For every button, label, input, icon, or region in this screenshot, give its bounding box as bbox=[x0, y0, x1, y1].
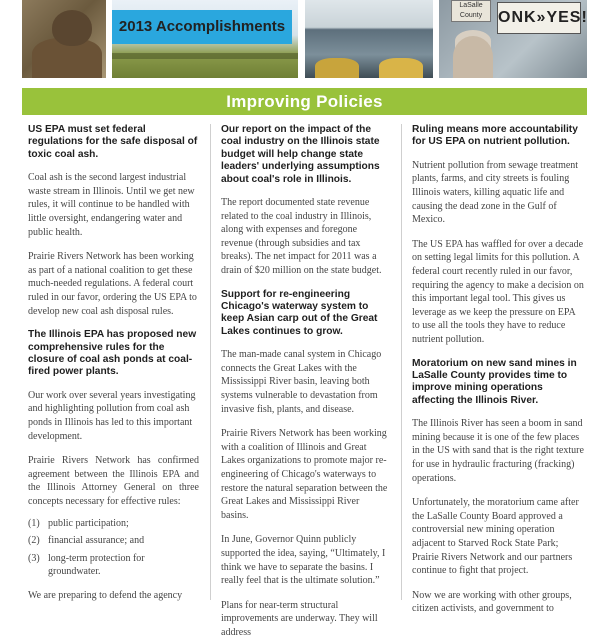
list-item bbox=[28, 517, 199, 531]
article-paragraph: Prairie Rivers Network has been working as part of a national coalition to get these much-needed regulations. A federal court ruled in our favor, ordering the US EPA to develop new coal ash disposal rules. bbox=[28, 251, 197, 317]
accomplishments-banner: 2013 Accomplishments bbox=[112, 10, 292, 44]
article-paragraph: Plans for near-term structural improvements are underway. They will address bbox=[221, 599, 378, 638]
article-paragraph: We are preparing to defend the agency bbox=[28, 589, 183, 601]
column-left bbox=[28, 124, 199, 600]
article-heading: The Illinois EPA has proposed new comprehensive rules for the closure of coal ash ponds at coal-fired power plants. bbox=[28, 329, 197, 378]
article-paragraph: Prairie Rivers Network has confirmed agreement between the Illinois EPA and the Illinois Attorney General on three concepts necessary for effective rules: bbox=[28, 455, 199, 507]
list-item bbox=[28, 534, 199, 548]
list-item-text: financial assurance; and bbox=[48, 535, 145, 547]
article-paragraph: Nutrient pollution from sewage treatment plants, farms, and city streets is fouling Illinois waters, killing aquatic life and causing the dead zone in the Gulf of Mexico. bbox=[412, 159, 579, 226]
article-paragraph: Our work over several years investigating and highlighting pollution from coal ash ponds in Illinois has led to this important development. bbox=[28, 389, 196, 442]
rally-small-sign: LaSalle County bbox=[451, 0, 491, 22]
photo-strip bbox=[0, 0, 600, 82]
article-heading: Support for re-engineering Chicago's waterway system to keep Asian carp out of the Great Lakes continues to grow. bbox=[221, 288, 378, 337]
article-paragraph: The man-made canal system in Chicago connects the Great Lakes with the Mississippi River basin, leaving both systems vulnerable to devastation from invasive fish, plants, and disease. bbox=[221, 349, 382, 415]
column-right bbox=[412, 124, 584, 615]
article-paragraph: Unfortunately, the moratorium came after the LaSalle County Board approved a controversial new mining operation adjacent to Starved Rock State Park; Prairie Rivers Network and our partners continue to fight that project. bbox=[412, 497, 579, 577]
column-divider bbox=[401, 124, 402, 600]
article-paragraph: The report documented state revenue related to the coal industry in Illinois, along with expenses and foregone revenue (through subsidies and tax breaks). The net impact for 2011 was a drain of $20 million on the state budget. bbox=[221, 197, 382, 276]
article-heading: Our report on the impact of the coal industry on the Illinois state budget will help change state leaders' underlying assumptions about coal's role in Illinois. bbox=[221, 124, 380, 185]
rally-photo bbox=[439, 0, 587, 78]
article-paragraph: The Illinois River has seen a boom in sand mining because it is one of the few places in the US with sand that is the right texture for use in hydraulic fracturing (fracking) operations. bbox=[412, 418, 584, 484]
protester-shape bbox=[453, 36, 493, 78]
list-number: (1) bbox=[28, 517, 40, 529]
treeline-shape bbox=[112, 53, 298, 59]
article-paragraph: Prairie Rivers Network has been working with a coalition of Illinois and Great Lakes organizations to promote major re-engineering of Chicago's waterways to restore the natural separation between the Great Lakes and Mississippi River basins. bbox=[221, 428, 388, 521]
column-divider bbox=[210, 124, 211, 600]
column-middle bbox=[221, 124, 389, 638]
otter-photo bbox=[22, 0, 106, 78]
list-number: (3) bbox=[28, 552, 40, 564]
list-item-text: public participation; bbox=[48, 517, 129, 529]
article-paragraph: In June, Governor Quinn publicly supported the idea, saying, “Ultimately, I think we have to separate the basins. I really feel that is the ultimate solution.” bbox=[221, 534, 386, 587]
kayak-shape bbox=[315, 58, 359, 78]
article-heading: Moratorium on new sand mines in LaSalle County provides time to improve mining operations affecting the Illinois River. bbox=[412, 357, 577, 406]
list-item-text: long-term protection for groundwater. bbox=[48, 552, 145, 578]
prairie-photo bbox=[112, 0, 298, 78]
rally-sign: ONK»YES! bbox=[497, 2, 581, 34]
section-title: Improving Policies bbox=[22, 88, 587, 115]
numbered-list bbox=[28, 517, 199, 579]
river-kayak-photo bbox=[305, 0, 433, 78]
otter-head-shape bbox=[52, 10, 92, 46]
list-number: (2) bbox=[28, 535, 40, 547]
article-heading: Ruling means more accountability for US EPA on nutrient pollution. bbox=[412, 124, 578, 148]
article-paragraph: The US EPA has waffled for over a decade on setting legal limits for this pollution. A federal court recently ruled in our favor, requiring the agency to make a decision on this important legal tool. This gives us leverage as we keep the pressure on EPA to use all the tools they have to reduce nutrient pollution. bbox=[412, 238, 584, 345]
article-paragraph: Now we are working with other groups, citizen activists, and government to bbox=[412, 589, 572, 615]
list-item bbox=[28, 552, 199, 579]
article-heading: US EPA must set federal regulations for the safe disposal of toxic coal ash. bbox=[28, 124, 198, 160]
kayak-shape bbox=[379, 58, 423, 78]
article-paragraph: Coal ash is the second largest industrial waste stream in Illinois. Until we get new rules, it will continue to be handled with little oversight, endangering water and public health. bbox=[28, 172, 195, 238]
